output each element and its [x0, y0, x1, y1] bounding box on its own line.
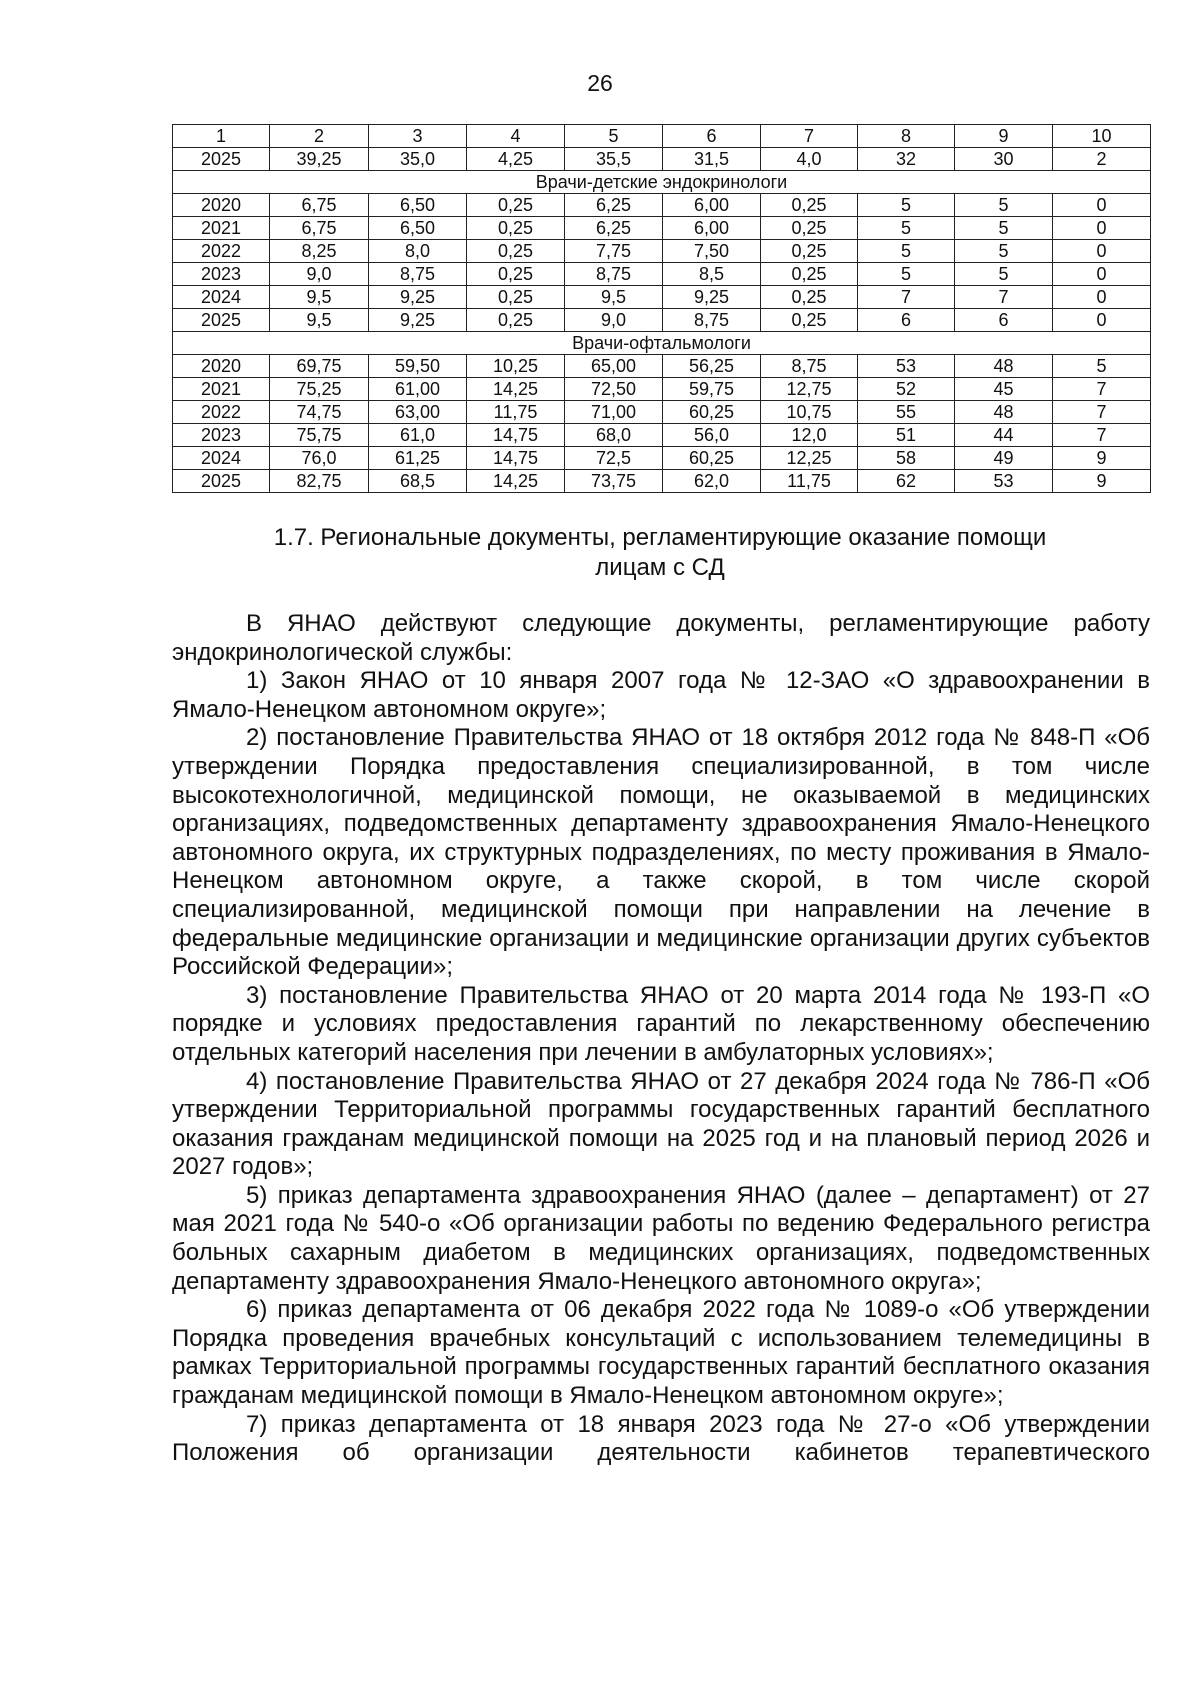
- table-row: [173, 470, 1151, 493]
- table-cell: 6: [955, 309, 1053, 332]
- table-cell: 49: [955, 447, 1053, 470]
- table-cell: 7: [1053, 424, 1151, 447]
- table-cell: 2025: [173, 309, 270, 332]
- table-cell: 52: [858, 378, 955, 401]
- table-row: [173, 401, 1151, 424]
- table-cell: 11,75: [467, 401, 565, 424]
- table-cell: 8,75: [565, 263, 663, 286]
- table-cell: 9,25: [369, 286, 467, 309]
- table-cell: 8,75: [663, 309, 761, 332]
- table-row: [173, 240, 1151, 263]
- table-cell: 9,25: [663, 286, 761, 309]
- table-row: [173, 424, 1151, 447]
- page-number: 26: [587, 70, 613, 96]
- table-row: [173, 447, 1151, 470]
- table-cell: 6,50: [369, 194, 467, 217]
- table-cell: 5: [858, 240, 955, 263]
- table-cell: 51: [858, 424, 955, 447]
- table-cell: 82,75: [270, 470, 369, 493]
- table-cell: 0,25: [761, 194, 858, 217]
- table-row: [173, 378, 1151, 401]
- table-row: [173, 148, 1151, 171]
- table-cell: 0,25: [761, 217, 858, 240]
- table-cell: 9,0: [565, 309, 663, 332]
- table-cell: 55: [858, 401, 955, 424]
- table-cell: 2024: [173, 447, 270, 470]
- table-cell: 72,5: [565, 447, 663, 470]
- table-cell: 14,25: [467, 470, 565, 493]
- table-cell: 4,0: [761, 148, 858, 171]
- table-row: [173, 194, 1151, 217]
- table-cell: 0: [1053, 309, 1151, 332]
- table-cell: 0,25: [467, 263, 565, 286]
- table-cell: 61,25: [369, 447, 467, 470]
- table-cell: 6,25: [565, 217, 663, 240]
- table-cell: 2020: [173, 194, 270, 217]
- table-cell: 7: [761, 125, 858, 148]
- table-cell: 8,75: [761, 355, 858, 378]
- table-section-row: [173, 171, 1151, 194]
- table-cell: 8: [858, 125, 955, 148]
- table-cell: 0: [1053, 263, 1151, 286]
- table-cell: 2020: [173, 355, 270, 378]
- table-row: [173, 355, 1151, 378]
- paragraph-item-3: 3) постановление Правительства ЯНАО от 20 марта 2014 года № 193-П «О порядке и условиях предоставления гарантий по лекарственному обеспечению отдельных категорий населения при лечении в амбулаторных условиях»;: [172, 981, 1150, 1066]
- table-cell: 32: [858, 148, 955, 171]
- table-cell: 69,75: [270, 355, 369, 378]
- table-cell: 75,25: [270, 378, 369, 401]
- table-cell: 0,25: [467, 217, 565, 240]
- table-cell: 0,25: [467, 286, 565, 309]
- table-cell: 2: [270, 125, 369, 148]
- table-row: [173, 309, 1151, 332]
- table-cell: 2024: [173, 286, 270, 309]
- paragraph-item-1: 1) Закон ЯНАО от 10 января 2007 года № 12-ЗАО «О здравоохранении в Ямало-Ненецком автономном округе»;: [172, 667, 1150, 723]
- table-cell: 62,0: [663, 470, 761, 493]
- table-cell: 6,00: [663, 217, 761, 240]
- table-cell: 12,25: [761, 447, 858, 470]
- table-cell: 62: [858, 470, 955, 493]
- table-cell: 2023: [173, 263, 270, 286]
- table-cell: 2022: [173, 401, 270, 424]
- table-row: [173, 286, 1151, 309]
- table-cell: 59,50: [369, 355, 467, 378]
- table-cell: 9,25: [369, 309, 467, 332]
- staffing-table: [172, 124, 1151, 493]
- table-cell: 5: [955, 263, 1053, 286]
- table-cell: 5: [955, 217, 1053, 240]
- table-cell: 63,00: [369, 401, 467, 424]
- table-cell: 61,00: [369, 378, 467, 401]
- table-cell: 5: [858, 217, 955, 240]
- paragraph-item-5: 5) приказ департамента здравоохранения ЯНАО (далее – департамент) от 27 мая 2021 года № 540-о «Об организации работы по ведению Федерального регистра больных сахарным диабетом в медицинских организациях, подведомственных департаменту здравоохранения Ямало-Ненецкого автономного округа»;: [172, 1181, 1150, 1295]
- table-section-title: Врачи-офтальмологи: [173, 332, 1151, 355]
- table-cell: 0: [1053, 286, 1151, 309]
- table-cell: 73,75: [565, 470, 663, 493]
- section-heading-line-2: лицам с СД: [595, 554, 725, 581]
- table-body: [173, 125, 1151, 493]
- table-section-title: Врачи-детские эндокринологи: [173, 171, 1151, 194]
- table-cell: 58: [858, 447, 955, 470]
- table-cell: 4,25: [467, 148, 565, 171]
- table-cell: 14,75: [467, 447, 565, 470]
- table-cell: 6,25: [565, 194, 663, 217]
- paragraph-item-7: 7) приказ департамента от 18 января 2023 года № 27-о «Об утверждении Положения об организации деятельности кабинетов терапевтического: [172, 1410, 1150, 1467]
- table-cell: 7: [858, 286, 955, 309]
- table-cell: 1: [173, 125, 270, 148]
- table-cell: 72,50: [565, 378, 663, 401]
- table-header-row: [173, 125, 1151, 148]
- table-cell: 0,25: [467, 240, 565, 263]
- table-cell: 8,0: [369, 240, 467, 263]
- section-heading: [180, 523, 1140, 583]
- table-cell: 6,75: [270, 194, 369, 217]
- table-cell: 56,0: [663, 424, 761, 447]
- table-cell: 7: [1053, 378, 1151, 401]
- table-cell: 9: [1053, 447, 1151, 470]
- table-cell: 10,75: [761, 401, 858, 424]
- table-cell: 0,25: [467, 309, 565, 332]
- table-section-row: [173, 332, 1151, 355]
- table-cell: 2021: [173, 378, 270, 401]
- table-cell: 2: [1053, 148, 1151, 171]
- paragraph-intro: В ЯНАО действуют следующие документы, регламентирующие работу эндокринологической службы:: [172, 610, 1150, 666]
- table-cell: 7,75: [565, 240, 663, 263]
- table-cell: 35,5: [565, 148, 663, 171]
- table-cell: 2025: [173, 148, 270, 171]
- table-cell: 14,25: [467, 378, 565, 401]
- table-cell: 9: [955, 125, 1053, 148]
- table-cell: 45: [955, 378, 1053, 401]
- table-cell: 5: [955, 240, 1053, 263]
- table-cell: 68,5: [369, 470, 467, 493]
- table-cell: 7: [955, 286, 1053, 309]
- table-cell: 71,00: [565, 401, 663, 424]
- table-cell: 2025: [173, 470, 270, 493]
- table-cell: 0: [1053, 194, 1151, 217]
- table-cell: 9,0: [270, 263, 369, 286]
- table-cell: 12,0: [761, 424, 858, 447]
- table-cell: 8,5: [663, 263, 761, 286]
- table-cell: 53: [858, 355, 955, 378]
- table-cell: 2022: [173, 240, 270, 263]
- table-cell: 6,50: [369, 217, 467, 240]
- table-cell: 11,75: [761, 470, 858, 493]
- table-cell: 2021: [173, 217, 270, 240]
- section-heading-line-1: 1.7. Региональные документы, регламентирующие оказание помощи: [273, 524, 1047, 551]
- table-cell: 0,25: [761, 240, 858, 263]
- table-cell: 60,25: [663, 401, 761, 424]
- table-cell: 56,25: [663, 355, 761, 378]
- table-cell: 65,00: [565, 355, 663, 378]
- table-cell: 30: [955, 148, 1053, 171]
- table-cell: 9: [1053, 470, 1151, 493]
- table-cell: 5: [1053, 355, 1151, 378]
- table-cell: 7: [1053, 401, 1151, 424]
- paragraph-item-4: 4) постановление Правительства ЯНАО от 27 декабря 2024 года № 786-П «Об утверждении Территориальной программы государственных гарантий бесплатного оказания гражданам медицинской помощи на 2025 год и на плановый период 2026 и 2027 годов»;: [172, 1067, 1150, 1181]
- table-cell: 76,0: [270, 447, 369, 470]
- table-cell: 0,25: [467, 194, 565, 217]
- table-cell: 31,5: [663, 148, 761, 171]
- table-cell: 0,25: [761, 309, 858, 332]
- table-cell: 5: [858, 263, 955, 286]
- table-cell: 0: [1053, 240, 1151, 263]
- table-cell: 61,0: [369, 424, 467, 447]
- table-cell: 3: [369, 125, 467, 148]
- paragraph-item-6: 6) приказ департамента от 06 декабря 2022 года № 1089-о «Об утверждении Порядка проведения врачебных консультаций с использованием телемедицины в рамках Территориальной программы государственных гарантий бесплатного оказания гражданам медицинской помощи в Ямало-Ненецком автономном округе»;: [172, 1296, 1150, 1410]
- table-cell: 5: [565, 125, 663, 148]
- table-cell: 7,50: [663, 240, 761, 263]
- table-cell: 6: [858, 309, 955, 332]
- table-cell: 35,0: [369, 148, 467, 171]
- table-cell: 9,5: [270, 309, 369, 332]
- table-cell: 0: [1053, 217, 1151, 240]
- table-cell: 48: [955, 355, 1053, 378]
- table-cell: 9,5: [270, 286, 369, 309]
- table-cell: 53: [955, 470, 1053, 493]
- table-cell: 6,75: [270, 217, 369, 240]
- table-cell: 48: [955, 401, 1053, 424]
- table-cell: 10: [1053, 125, 1151, 148]
- table-cell: 14,75: [467, 424, 565, 447]
- table-cell: 75,75: [270, 424, 369, 447]
- table-cell: 0,25: [761, 263, 858, 286]
- table-row: [173, 217, 1151, 240]
- table-cell: 6,00: [663, 194, 761, 217]
- body-text: [172, 610, 1150, 1468]
- table-cell: 5: [955, 194, 1053, 217]
- table-row: [173, 263, 1151, 286]
- table-cell: 39,25: [270, 148, 369, 171]
- table-cell: 44: [955, 424, 1053, 447]
- table-cell: 10,25: [467, 355, 565, 378]
- table-cell: 74,75: [270, 401, 369, 424]
- table-cell: 6: [663, 125, 761, 148]
- table-cell: 60,25: [663, 447, 761, 470]
- table-cell: 8,75: [369, 263, 467, 286]
- table-cell: 2023: [173, 424, 270, 447]
- table-cell: 9,5: [565, 286, 663, 309]
- table-cell: 59,75: [663, 378, 761, 401]
- table-cell: 5: [858, 194, 955, 217]
- table-cell: 68,0: [565, 424, 663, 447]
- table-cell: 8,25: [270, 240, 369, 263]
- table-cell: 0,25: [761, 286, 858, 309]
- table-cell: 12,75: [761, 378, 858, 401]
- table-cell: 4: [467, 125, 565, 148]
- paragraph-item-2: 2) постановление Правительства ЯНАО от 18 октября 2012 года № 848-П «Об утверждении Порядка предоставления специализированной, в том числе высокотехнологичной, медицинской помощи, не оказываемой в медицинских организациях, подведомственных департаменту здравоохранения Ямало-Ненецкого автономного округа, их структурных подразделениях, по месту проживания в Ямало-Ненецком автономном округе, а также скорой, в том числе скорой специализированной, медицинской помощи при направлении на лечение в федеральные медицинские организации и медицинские организации других субъектов Российской Федерации»;: [172, 724, 1150, 981]
